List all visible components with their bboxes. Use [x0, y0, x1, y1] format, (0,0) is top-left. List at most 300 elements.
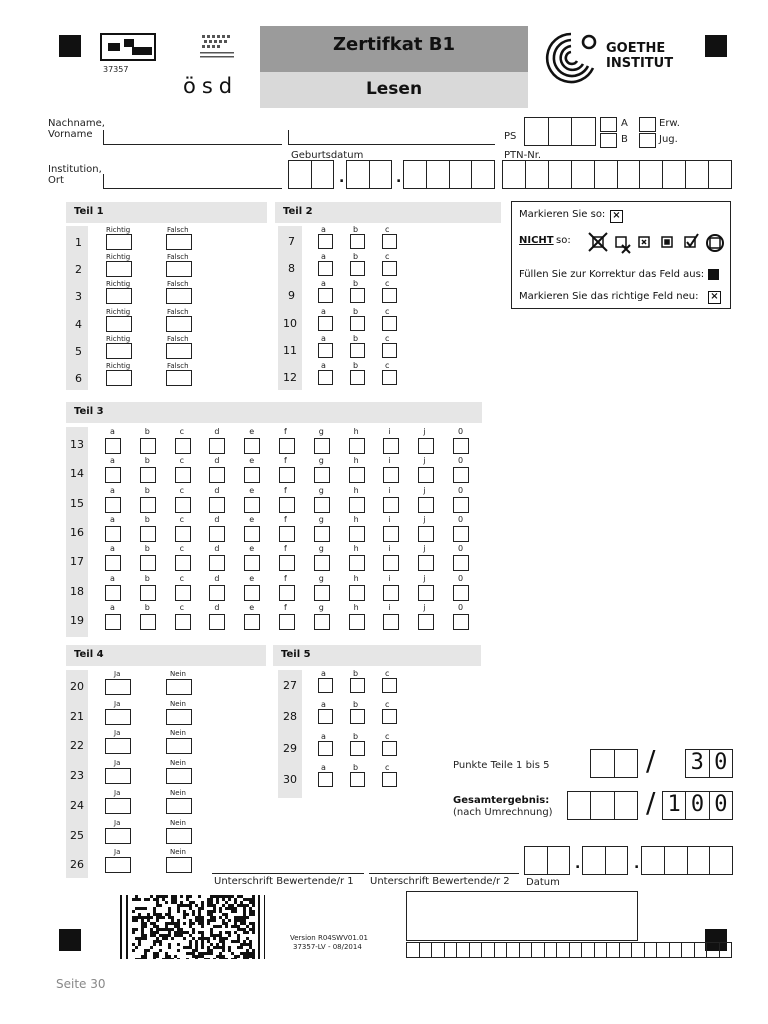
teil5-option-label: c [385, 669, 390, 678]
teil1-richtig-box[interactable] [106, 316, 132, 332]
teil3-option-box[interactable] [314, 438, 330, 454]
teil4-nein-box[interactable] [166, 828, 192, 844]
erw-label: Erw. [659, 118, 680, 129]
teil3-item-number: 16 [70, 525, 84, 539]
teil1-falsch-label: Falsch [167, 253, 189, 262]
teil3-option-box[interactable] [209, 555, 225, 571]
teil3-option-box[interactable] [175, 614, 191, 630]
teil4-ja-box[interactable] [105, 709, 131, 725]
teil3-option-label: a [110, 602, 115, 612]
legend-not-suffix: so: [556, 235, 571, 246]
teil1-richtig-label: Richtig [106, 280, 131, 289]
teil3-option-box[interactable] [314, 467, 330, 483]
teil3-option-box[interactable] [209, 497, 225, 513]
teil3-option-label: 0 [458, 573, 464, 583]
teil3-option-box[interactable] [279, 438, 295, 454]
bottom-code-cell [557, 943, 570, 957]
teil5-option-box[interactable] [382, 772, 397, 787]
teil1-richtig-box[interactable] [106, 234, 132, 250]
teil5-option-label: c [385, 700, 390, 710]
teil3-option-label: f [284, 573, 287, 583]
teil4-nein-box[interactable] [166, 798, 192, 814]
bottom-code-cell [707, 943, 720, 957]
teil3-option-box[interactable] [383, 438, 399, 454]
teil3-option-box[interactable] [279, 497, 295, 513]
teil2-option-box[interactable] [382, 261, 397, 276]
teil5-option-box[interactable] [350, 709, 365, 724]
teil3-option-label: g [318, 602, 324, 612]
teil4-ja-label: Ja [114, 699, 121, 708]
name-label-1: Nachname, [48, 118, 105, 129]
teil4-nein-box[interactable] [166, 679, 192, 695]
teil5-option-box[interactable] [350, 678, 365, 693]
teil3-option-box[interactable] [175, 497, 191, 513]
teil3-option-box[interactable] [140, 438, 156, 454]
marking-legend [511, 201, 731, 309]
jug-label: Jug. [659, 134, 678, 145]
teil3-option-box[interactable] [105, 438, 121, 454]
teil3-option-box[interactable] [418, 555, 434, 571]
teil3-option-box[interactable] [244, 438, 260, 454]
teil3-option-box[interactable] [383, 585, 399, 601]
teil5-item-number: 30 [283, 772, 297, 786]
teil3-option-label: d [214, 456, 220, 466]
signature-2-line[interactable] [369, 873, 519, 874]
teil3-option-box[interactable] [105, 614, 121, 630]
teil2-option-box[interactable] [318, 370, 333, 385]
teil2-option-box[interactable] [318, 261, 333, 276]
teil2-option-box[interactable] [382, 370, 397, 385]
datum-day-field[interactable] [524, 846, 570, 875]
teil3-option-box[interactable] [140, 467, 156, 483]
teil3-option-box[interactable] [175, 467, 191, 483]
teil3-option-box[interactable] [314, 585, 330, 601]
teil3-option-label: c [179, 602, 184, 612]
teil1-richtig-box[interactable] [106, 261, 132, 277]
teil3-option-box[interactable] [175, 555, 191, 571]
teil2-item-number: 9 [288, 289, 295, 303]
teil3-option-box[interactable] [453, 585, 469, 601]
teil5-option-label: a [321, 762, 326, 772]
gesamt-label: Gesamtergebnis: [453, 795, 550, 806]
teil1-richtig-label: Richtig [106, 307, 131, 316]
teil3-option-label: j [423, 573, 426, 583]
teil3-option-box[interactable] [105, 497, 121, 513]
punkte-field[interactable] [590, 749, 638, 778]
legend-not-label: NICHT [519, 235, 554, 246]
goethe-logo-mark [541, 30, 601, 84]
teil3-option-box[interactable] [349, 585, 365, 601]
teil1-falsch-label: Falsch [167, 280, 189, 289]
teil1-falsch-box[interactable] [166, 288, 192, 304]
teil4-ja-box[interactable] [105, 798, 131, 814]
bottom-code-cell [607, 943, 620, 957]
teil1-richtig-label: Richtig [106, 362, 131, 370]
teil5-option-box[interactable] [382, 741, 397, 756]
teil2-header: Teil 2 [275, 202, 501, 223]
teil2-item-number: 7 [288, 235, 295, 248]
institution-label-1: Institution, [48, 164, 102, 175]
teil4-nein-label: Nein [170, 818, 186, 827]
bottom-code-cell [632, 943, 645, 957]
teil3-option-box[interactable] [244, 614, 260, 630]
teil5-item-number: 29 [283, 741, 297, 755]
punkte-max [685, 749, 733, 778]
examiner-stamp-box[interactable] [406, 891, 638, 941]
teil3-option-label: a [110, 456, 115, 466]
teil3-option-box[interactable] [279, 614, 295, 630]
birthdate-label: Geburtsdatum [291, 150, 364, 161]
teil4-header: Teil 4 [66, 645, 266, 666]
teil2-option-label: c [385, 306, 390, 316]
teil4-item-number: 23 [70, 769, 84, 783]
teil1-number-strip [66, 226, 88, 390]
legend-fill-label: Füllen Sie zur Korrektur das Feld aus: [519, 269, 705, 280]
teil2-option-box[interactable] [350, 370, 365, 385]
teil3-option-label: 0 [458, 456, 464, 466]
teil5-option-box[interactable] [318, 709, 333, 724]
birth-day-field[interactable] [288, 160, 334, 189]
birth-sep-2: . [396, 170, 402, 186]
teil2-option-label: c [385, 252, 390, 262]
legend-remark-x-icon: × [708, 291, 721, 304]
legend-filled-box-icon [708, 269, 719, 280]
teil2-option-label: c [385, 279, 390, 289]
bottom-code-cell [482, 943, 495, 957]
teil3-option-box[interactable] [418, 438, 434, 454]
teil5-option-label: b [353, 762, 359, 772]
teil3-option-label: b [144, 456, 150, 466]
teil3-option-box[interactable] [453, 526, 469, 542]
teil3-option-label: f [284, 514, 287, 524]
teil3-option-box[interactable] [105, 555, 121, 571]
teil2-option-box[interactable] [350, 234, 365, 249]
teil3-option-box[interactable] [244, 497, 260, 513]
teil3-option-label: j [423, 602, 426, 612]
bottom-code-cell [545, 943, 558, 957]
teil5-option-label: c [385, 731, 390, 741]
teil2-option-box[interactable] [318, 288, 333, 303]
vorname-field[interactable] [288, 130, 495, 145]
bottom-code-cell [682, 943, 695, 957]
teil3-option-box[interactable] [140, 555, 156, 571]
bottom-code-cell [595, 943, 608, 957]
teil5-option-label: c [385, 762, 390, 772]
version-line-1: Version R04SWV01.01 [290, 934, 368, 942]
teil3-option-box[interactable] [244, 467, 260, 483]
teil1-richtig-box[interactable] [106, 288, 132, 304]
teil3-option-label: j [423, 456, 426, 466]
signature-1-line[interactable] [212, 873, 364, 874]
bottom-code-cell [620, 943, 633, 957]
teil3-option-box[interactable] [383, 467, 399, 483]
teil4-ja-box[interactable] [105, 828, 131, 844]
teil3-option-box[interactable] [279, 585, 295, 601]
teil3-option-box[interactable] [349, 614, 365, 630]
datum-sep-1: . [575, 856, 581, 872]
teil3-option-label: e [249, 573, 255, 583]
gesamt-field[interactable] [567, 791, 638, 820]
teil3-option-box[interactable] [140, 497, 156, 513]
teil3-option-label: 0 [458, 544, 464, 554]
teil3-option-box[interactable] [279, 555, 295, 571]
teil3-option-box[interactable] [140, 614, 156, 630]
teil3-option-label: a [110, 544, 115, 554]
teil5-option-label: b [353, 731, 359, 741]
teil2-option-label: a [321, 333, 326, 343]
bottom-code-cell [570, 943, 583, 957]
teil3-option-label: h [353, 544, 359, 554]
teil3-option-box[interactable] [383, 526, 399, 542]
teil2-option-label: b [353, 333, 359, 343]
bottom-code-cell [457, 943, 470, 957]
a-label: A [621, 118, 628, 129]
teil2-option-box[interactable] [350, 343, 365, 358]
teil3-option-label: i [388, 456, 391, 466]
checkbox-erw[interactable] [639, 117, 656, 132]
teil3-option-label: e [249, 544, 255, 554]
version-line-2: 37357-LV - 08/2014 [293, 943, 362, 951]
teil3-option-box[interactable] [244, 585, 260, 601]
teil5-option-box[interactable] [350, 741, 365, 756]
bottom-code-field[interactable] [406, 942, 732, 958]
teil3-option-box[interactable] [279, 526, 295, 542]
teil4-item-number: 25 [70, 828, 84, 842]
teil3-header: Teil 3 [66, 402, 482, 423]
teil3-option-label: j [423, 427, 426, 436]
teil2-option-box[interactable] [318, 234, 333, 249]
teil2-option-label: b [353, 252, 359, 262]
teil3-option-box[interactable] [105, 467, 121, 483]
teil3-option-box[interactable] [314, 526, 330, 542]
teil3-option-box[interactable] [383, 555, 399, 571]
osd-logo: ösd [183, 74, 239, 98]
teil2-option-box[interactable] [382, 316, 397, 331]
teil4-item-number: 22 [70, 739, 84, 753]
teil3-option-box[interactable] [418, 497, 434, 513]
teil1-falsch-label: Falsch [167, 362, 189, 370]
teil4-ja-box[interactable] [105, 738, 131, 754]
teil1-item-number: 1 [75, 236, 82, 249]
teil3-option-box[interactable] [383, 614, 399, 630]
teil3-option-box[interactable] [209, 438, 225, 454]
teil3-option-label: h [353, 485, 359, 495]
teil3-item-number: 18 [70, 584, 84, 598]
teil3-option-box[interactable] [453, 467, 469, 483]
teil5-item-number: 28 [283, 710, 297, 724]
ptn-field[interactable] [502, 160, 732, 189]
teil3-option-box[interactable] [244, 555, 260, 571]
teil3-option-box[interactable] [349, 438, 365, 454]
teil5-item-number: 27 [283, 679, 297, 692]
teil3-option-label: h [353, 456, 359, 466]
teil5-option-box[interactable] [318, 772, 333, 787]
teil1-falsch-box[interactable] [166, 261, 192, 277]
teil1-falsch-box[interactable] [166, 370, 192, 386]
institution-field[interactable] [103, 174, 282, 189]
teil1-falsch-box[interactable] [166, 343, 192, 359]
teil3-option-box[interactable] [140, 526, 156, 542]
page-title: Zertifkat B1 [333, 34, 455, 55]
teil3-option-box[interactable] [349, 526, 365, 542]
teil4-nein-label: Nein [170, 670, 186, 678]
datum-year-field[interactable] [641, 846, 733, 875]
signature-2-label: Unterschrift Bewertende/r 2 [370, 876, 510, 887]
teil3-option-label: i [388, 602, 391, 612]
teil3-option-box[interactable] [314, 555, 330, 571]
teil3-option-label: i [388, 485, 391, 495]
teil2-option-box[interactable] [318, 343, 333, 358]
teil3-option-box[interactable] [349, 467, 365, 483]
teil3-option-label: h [353, 602, 359, 612]
legend-wrong-marks-icon [588, 232, 728, 258]
teil2-option-box[interactable] [350, 261, 365, 276]
teil3-option-label: f [284, 602, 287, 612]
teil3-option-box[interactable] [418, 614, 434, 630]
registration-mark-top-left [59, 35, 81, 57]
bottom-code-cell [532, 943, 545, 957]
checkbox-jug[interactable] [639, 133, 656, 148]
teil4-ja-box[interactable] [105, 857, 131, 873]
bottom-code-cell [432, 943, 445, 957]
teil3-option-box[interactable] [105, 585, 121, 601]
teil5-option-label: b [353, 700, 359, 710]
teil5-option-box[interactable] [318, 741, 333, 756]
teil3-option-box[interactable] [209, 614, 225, 630]
name-field[interactable] [103, 130, 282, 145]
bottom-code-cell [507, 943, 520, 957]
teil4-nein-box[interactable] [166, 709, 192, 725]
teil3-option-label: 0 [458, 485, 464, 495]
teil3-item-number: 14 [70, 467, 84, 481]
teil3-option-box[interactable] [279, 467, 295, 483]
teil3-option-box[interactable] [453, 438, 469, 454]
teil3-option-box[interactable] [314, 614, 330, 630]
teil3-option-label: e [249, 456, 255, 466]
teil3-item-number: 17 [70, 555, 84, 569]
teil3-option-label: i [388, 427, 391, 436]
teil1-richtig-box[interactable] [106, 370, 132, 386]
institution-label-2: Ort [48, 175, 64, 186]
teil4-ja-box[interactable] [105, 679, 131, 695]
teil3-option-box[interactable] [418, 467, 434, 483]
teil1-richtig-box[interactable] [106, 343, 132, 359]
teil3-option-box[interactable] [349, 555, 365, 571]
teil3-option-label: j [423, 514, 426, 524]
teil4-nein-box[interactable] [166, 857, 192, 873]
teil3-option-label: g [318, 544, 324, 554]
teil2-option-box[interactable] [382, 288, 397, 303]
teil1-item-number: 3 [75, 290, 82, 304]
teil3-option-label: c [179, 514, 184, 524]
teil4-item-number: 20 [70, 680, 84, 693]
teil1-falsch-box[interactable] [166, 316, 192, 332]
gesamt-max-digit: 1 [663, 792, 686, 819]
teil3-option-box[interactable] [453, 555, 469, 571]
teil3-option-box[interactable] [209, 526, 225, 542]
datum-label: Datum [526, 877, 560, 888]
teil1-falsch-label: Falsch [167, 307, 189, 316]
goethe-name-2: INSTITUT [606, 56, 674, 71]
form-code-logo [100, 33, 156, 61]
teil3-option-label: b [144, 544, 150, 554]
teil3-option-label: f [284, 485, 287, 495]
teil2-option-label: b [353, 279, 359, 289]
teil3-option-label: e [249, 514, 255, 524]
legend-mark-like: Markieren Sie so: [519, 209, 606, 220]
teil2-option-box[interactable] [350, 316, 365, 331]
teil3-option-box[interactable] [175, 438, 191, 454]
teil2-option-box[interactable] [318, 316, 333, 331]
gesamt-slash: / [646, 786, 656, 819]
teil2-option-label: b [353, 306, 359, 316]
teil2-option-label: a [321, 252, 326, 262]
punkte-max-digit: 0 [714, 750, 728, 775]
teil5-option-box[interactable] [318, 678, 333, 693]
teil3-option-box[interactable] [175, 526, 191, 542]
teil3-option-box[interactable] [453, 497, 469, 513]
teil4-nein-box[interactable] [166, 768, 192, 784]
teil3-option-box[interactable] [418, 585, 434, 601]
checkbox-a[interactable] [600, 117, 617, 132]
teil2-option-box[interactable] [350, 288, 365, 303]
teil3-option-box[interactable] [314, 497, 330, 513]
checkbox-b[interactable] [600, 133, 617, 148]
teil2-option-label: a [321, 306, 326, 316]
bottom-code-cell [720, 943, 732, 957]
teil3-option-box[interactable] [209, 467, 225, 483]
ps-field[interactable] [524, 117, 596, 146]
birth-year-field[interactable] [403, 160, 495, 189]
teil1-falsch-box[interactable] [166, 234, 192, 250]
teil2-item-number: 10 [283, 316, 297, 330]
birth-month-field[interactable] [346, 160, 392, 189]
bottom-code-cell [407, 943, 420, 957]
teil3-option-box[interactable] [244, 526, 260, 542]
teil5-option-box[interactable] [350, 772, 365, 787]
bottom-code-cell [657, 943, 670, 957]
bottom-code-cell [695, 943, 708, 957]
teil1-richtig-label: Richtig [106, 253, 131, 262]
teil2-option-box[interactable] [382, 343, 397, 358]
signature-1-label: Unterschrift Bewertende/r 1 [214, 876, 354, 887]
teil3-option-box[interactable] [175, 585, 191, 601]
teil3-option-label: g [318, 573, 324, 583]
teil3-option-box[interactable] [140, 585, 156, 601]
teil4-ja-box[interactable] [105, 768, 131, 784]
teil3-option-box[interactable] [349, 497, 365, 513]
teil4-nein-box[interactable] [166, 738, 192, 754]
teil3-option-box[interactable] [383, 497, 399, 513]
teil3-item-number: 13 [70, 438, 84, 451]
teil3-option-box[interactable] [209, 585, 225, 601]
teil5-option-box[interactable] [382, 678, 397, 693]
teil3-option-box[interactable] [418, 526, 434, 542]
datum-month-field[interactable] [582, 846, 628, 875]
teil3-option-label: c [179, 485, 184, 495]
teil3-option-label: b [144, 602, 150, 612]
teil3-option-box[interactable] [453, 614, 469, 630]
punkte-slash: / [646, 744, 656, 777]
teil3-option-label: a [110, 514, 115, 524]
teil5-option-box[interactable] [382, 709, 397, 724]
teil4-ja-label: Ja [114, 848, 121, 857]
teil2-option-box[interactable] [382, 234, 397, 249]
teil2-item-number: 8 [288, 262, 295, 276]
teil2-option-label: b [353, 361, 359, 370]
teil3-option-box[interactable] [105, 526, 121, 542]
legend-remark-label: Markieren Sie das richtige Feld neu: [519, 291, 699, 302]
